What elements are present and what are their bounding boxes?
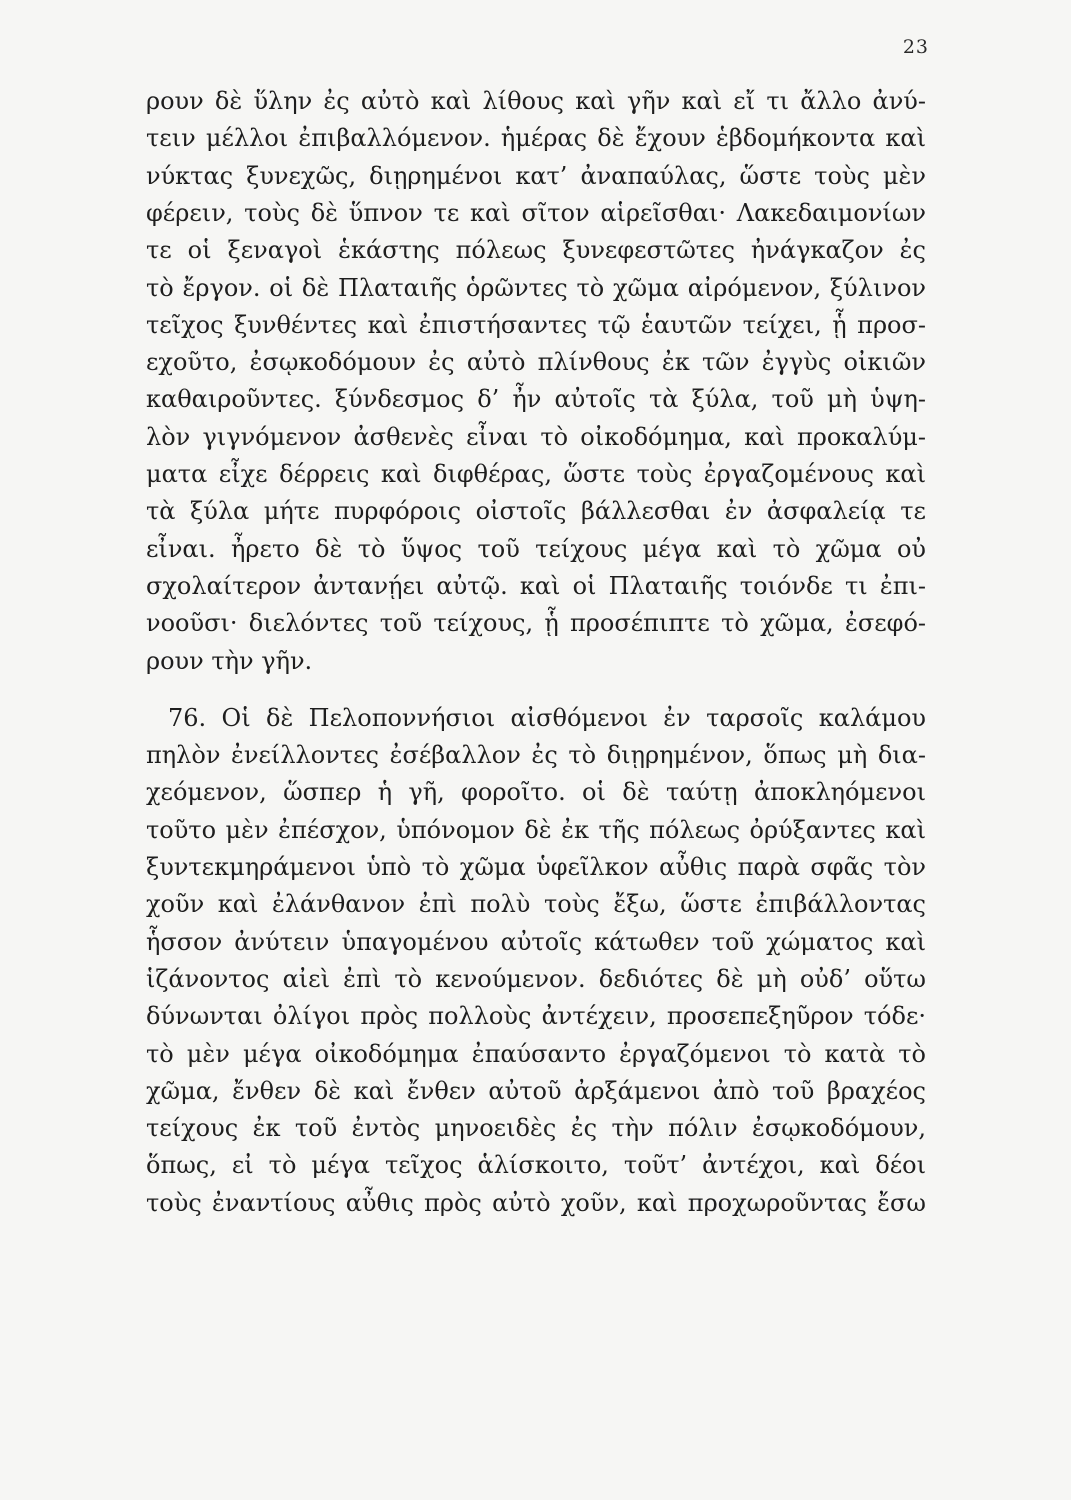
text-line: 76. Οἱ δὲ Πελοποννήσιοι αἰσθόμενοι ἐν ταρσοῖς καλάμου <box>168 703 926 732</box>
text-line: πηλὸν ἐνείλλοντες ἐσέβαλλον ἐς τὸ διῃρημένον, ὅπως μὴ δια- <box>146 741 926 770</box>
text-line: χεόμενον, ὥσπερ ἡ γῆ, φοροῖτο. οἱ δὲ ταύτῃ ἀποκληόμενοι <box>146 778 926 807</box>
text-line: ἧσσον ἀνύτειν ὑπαγομένου αὐτοῖς κάτωθεν τοῦ χώματος καὶ <box>146 927 926 956</box>
text-line: ἱζάνοντος αἰεὶ ἐπὶ τὸ κενούμενον. δεδιότες δὲ μὴ οὐδ’ οὕτω <box>146 964 926 993</box>
text-line: τε οἱ ξεναγοὶ ἑκάστης πόλεως ξυνεφεστῶτες ἠνάγκαζον ἐς <box>146 236 926 265</box>
text-line: ὅπως, εἰ τὸ μέγα τεῖχος ἁλίσκοιτο, τοῦτ’ ἀντέχοι, καὶ δέοι <box>146 1151 926 1180</box>
text-line: καθαιροῦντες. ξύνδεσμος δ’ ἦν αὐτοῖς τὰ ξύλα, τοῦ μὴ ὑψη- <box>146 385 926 414</box>
text-line: χοῦν καὶ ἐλάνθανον ἐπὶ πολὺ τοὺς ἔξω, ὥστε ἐπιβάλλοντας <box>146 890 926 919</box>
text-line: ρουν τὴν γῆν. <box>146 646 313 675</box>
text-line: τεῖχος ξυνθέντες καὶ ἐπιστήσαντες τῷ ἑαυτῶν τείχει, ᾗ προσ- <box>146 310 926 339</box>
text-line: ρουν δὲ ὕλην ἐς αὐτὸ καὶ λίθους καὶ γῆν καὶ εἴ τι ἄλλο ἀνύ- <box>146 87 926 115</box>
text-line: εχοῦτο, ἐσῳκοδόμουν ἐς αὐτὸ πλίνθους ἐκ τῶν ἐγγὺς οἰκιῶν <box>146 348 926 377</box>
text-line: νοοῦσι· διελόντες τοῦ τείχους, ᾗ προσέπιπτε τὸ χῶμα, ἐσεφό- <box>146 609 926 638</box>
text-line: λὸν γιγνόμενον ἀσθενὲς εἶναι τὸ οἰκοδόμημα, καὶ προκαλύμ- <box>146 422 926 451</box>
page-number: 23 <box>902 36 929 58</box>
text-line: τειν μέλλοι ἐπιβαλλόμενον. ἡμέρας δὲ ἔχουν ἑβδομήκοντα καὶ <box>146 124 926 153</box>
text-line: τείχους ἐκ τοῦ ἐντὸς μηνοειδὲς ἐς τὴν πόλιν ἐσῳκοδόμουν, <box>146 1114 926 1143</box>
text-line: ξυντεκμηράμενοι ὑπὸ τὸ χῶμα ὑφεῖλκον αὖθις παρὰ σφᾶς τὸν <box>146 853 926 881</box>
text-line: τοῦτο μὲν ἐπέσχον, ὑπόνομον δὲ ἐκ τῆς πόλεως ὀρύξαντες καὶ <box>146 815 926 844</box>
text-line: χῶμα, ἔνθεν δὲ καὶ ἔνθεν αὐτοῦ ἀρξάμενοι ἀπὸ τοῦ βραχέος <box>146 1076 926 1105</box>
text-line: τὸ μὲν μέγα οἰκοδόμημα ἐπαύσαντο ἐργαζόμενοι τὸ κατὰ τὸ <box>146 1039 926 1068</box>
text-line: σχολαίτερον ἀντανῄει αὐτῷ. καὶ οἱ Πλαταιῆς τοιόνδε τι ἐπι- <box>146 571 926 600</box>
text-line: τὸ ἔργον. οἱ δὲ Πλαταιῆς ὁρῶντες τὸ χῶμα αἰρόμενον, ξύλινον <box>146 273 926 302</box>
text-line: δύνωνται ὀλίγοι πρὸς πολλοὺς ἀντέχειν, προσεπεξηῦρον τόδε· <box>146 1002 926 1031</box>
text-line: νύκτας ξυνεχῶς, διῃρημένοι κατ’ ἀναπαύλας, ὥστε τοὺς μὲν <box>146 161 926 190</box>
text-line: φέρειν, τοὺς δὲ ὕπνον τε καὶ σῖτον αἱρεῖσθαι· Λακεδαιμονίων <box>146 198 926 227</box>
text-line: τοὺς ἐναντίους αὖθις πρὸς αὐτὸ χοῦν, καὶ προχωροῦντας ἔσω <box>146 1188 926 1217</box>
text-line: εἶναι. ἦρετο δὲ τὸ ὕψος τοῦ τείχους μέγα καὶ τὸ χῶμα οὐ <box>146 534 926 563</box>
text-line: τὰ ξύλα μήτε πυρφόροις οἰστοῖς βάλλεσθαι ἐν ἀσφαλείᾳ τε <box>146 497 926 526</box>
text-line: ματα εἶχε δέρρεις καὶ διφθέρας, ὥστε τοὺς ἐργαζομένους καὶ <box>146 460 926 488</box>
